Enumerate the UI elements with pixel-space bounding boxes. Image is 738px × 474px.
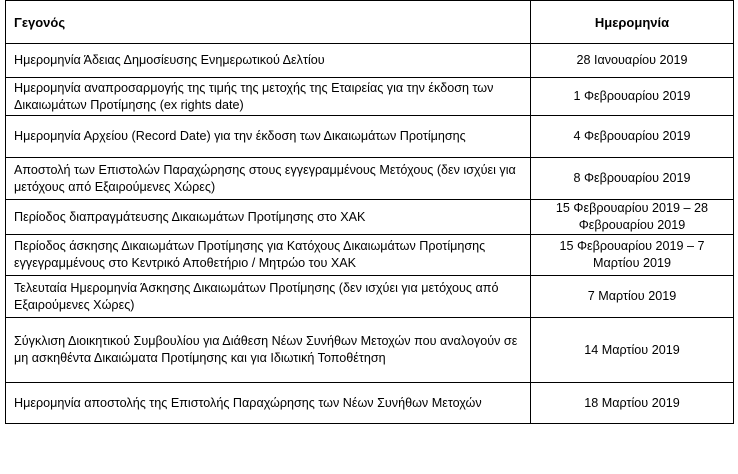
event-cell: Περίοδος διαπραγμάτευσης Δικαιωμάτων Προτίμησης στο ΧΑΚ [6, 200, 531, 235]
table-row [6, 383, 734, 424]
table-row [6, 318, 734, 383]
date-cell: 15 Φεβρουαρίου 2019 – 28 Φεβρουαρίου 2019 [531, 200, 734, 235]
timetable [5, 0, 734, 424]
date-cell: 7 Μαρτίου 2019 [531, 276, 734, 318]
event-cell: Αποστολή των Επιστολών Παραχώρησης στους εγγεγραμμένους Μετόχους (δεν ισχύει για μετόχους από Εξαιρούμενες Χώρες) [6, 158, 531, 200]
column-header-date: Ημερομηνία [531, 1, 734, 44]
date-cell: 1 Φεβρουαρίου 2019 [531, 78, 734, 116]
event-cell: Ημερομηνία Αρχείου (Record Date) για την έκδοση των Δικαιωμάτων Προτίμησης [6, 116, 531, 158]
event-cell: Σύγκλιση Διοικητικού Συμβουλίου για Διάθεση Νέων Συνήθων Μετοχών που αναλογούν σε μη ασκηθέντα Δικαιώματα Προτίμησης και για Ιδιωτική Τοποθέτηση [6, 318, 531, 383]
date-cell: 14 Μαρτίου 2019 [531, 318, 734, 383]
table-header-row [6, 1, 734, 44]
table-row [6, 116, 734, 158]
event-cell: Ημερομηνία αναπροσαρμογής της τιμής της μετοχής της Εταιρείας για την έκδοση των Δικαιωμάτων Προτίμησης (ex rights date) [6, 78, 531, 116]
event-cell: Ημερομηνία αποστολής της Επιστολής Παραχώρησης των Νέων Συνήθων Μετοχών [6, 383, 531, 424]
event-cell: Τελευταία Ημερομηνία Άσκησης Δικαιωμάτων Προτίμησης (δεν ισχύει για μετόχους από Εξαιρούμενες Χώρες) [6, 276, 531, 318]
event-cell: Ημερομηνία Άδειας Δημοσίευσης Ενημερωτικού Δελτίου [6, 44, 531, 78]
column-header-event: Γεγονός [6, 1, 531, 44]
date-cell: 28 Ιανουαρίου 2019 [531, 44, 734, 78]
table-row [6, 200, 734, 235]
date-cell: 8 Φεβρουαρίου 2019 [531, 158, 734, 200]
date-cell: 4 Φεβρουαρίου 2019 [531, 116, 734, 158]
table-row [6, 78, 734, 116]
date-cell: 15 Φεβρουαρίου 2019 – 7 Μαρτίου 2019 [531, 235, 734, 276]
event-cell: Περίοδος άσκησης Δικαιωμάτων Προτίμησης για Κατόχους Δικαιωμάτων Προτίμησης εγγεγραμμένους στο Κεντρικό Αποθετήριο / Μητρώο του ΧΑΚ [6, 235, 531, 276]
table-row [6, 276, 734, 318]
date-cell: 18 Μαρτίου 2019 [531, 383, 734, 424]
table-row [6, 158, 734, 200]
table-row [6, 235, 734, 276]
table-row [6, 44, 734, 78]
